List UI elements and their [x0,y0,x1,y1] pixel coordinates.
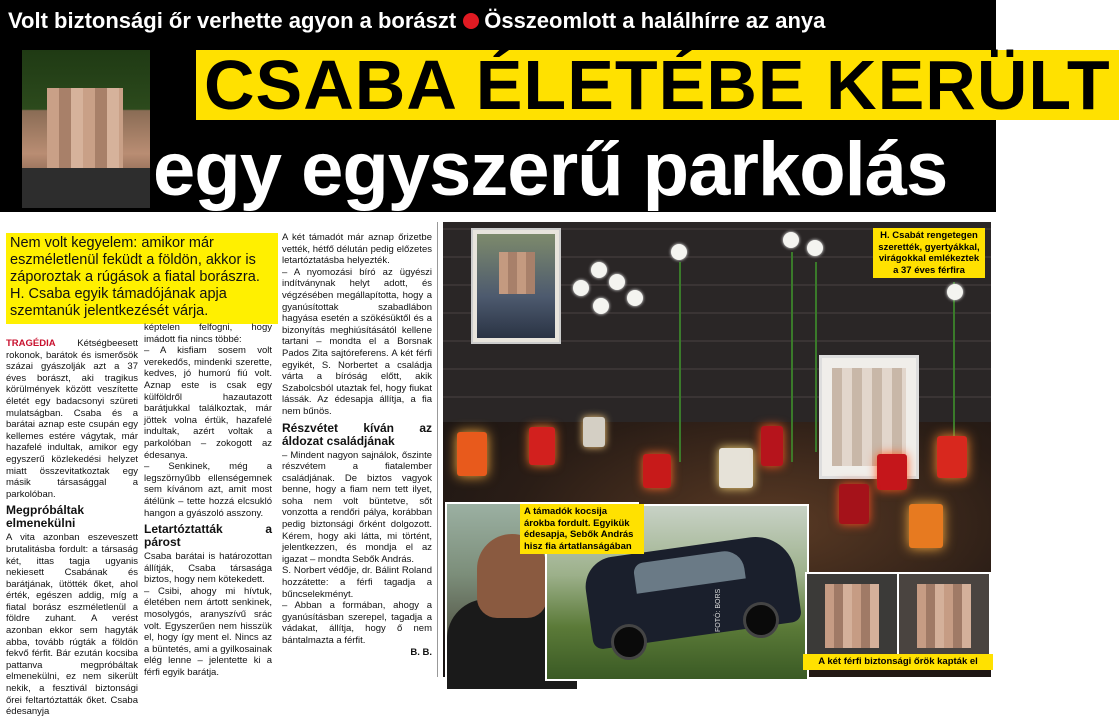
flower [591,262,607,278]
candle [719,448,753,488]
memorial-photo [443,222,991,677]
guards-caption: A két férfi biztonsági őrök kapták el [803,654,993,670]
flower [573,280,589,296]
flower [671,244,687,260]
candle [529,427,555,465]
kicker-text-1: Volt biztonsági őr verhette agyon a borászt [8,8,457,33]
candle [909,504,943,548]
section-tag: TRAGÉDIA [6,338,56,349]
candle [643,454,671,488]
suspect-photo-2 [897,572,991,658]
subheading: Részvétet kíván az áldozat családjának [282,420,432,448]
memorial-caption: H. Csabát rengetegen szerették, gyertyákkal, virágokkal emlékeztek a 37 éves férfira [873,228,985,278]
headline-line-1: CSABA ÉLETÉBE KERÜLT [196,50,1119,120]
candle [877,454,907,490]
author-signature: B. B. [410,646,432,658]
article-column-1: TRAGÉDIA Kétségbeesett rokonok, barátok és ismerősök százai gyászolják azt a 37 éves borászt, aki tragikus körülmények között veszítette életét egy badacsonyi szüreti mulatságban. Csaba és a barátai aznap este csupán egy kellemes estére vágytak, már hazafelé indultak, amikor egy egyszerű közlekedési helyzet miatt összevitatkoztak egy másik társasággal a parkolóban. Megpróbáltak elmenekülni A vita azonban eszeveszett brutalitásba fordult: a társaság két, ittas tagja ugyanis nekiesett Csabának és barátjának, ütötték őket, ahol érték, egészen addig, míg a fiatal borász eszméletlenül a földre zuhant. A verést azonban ekkor sem hagyták abba, tovább rúgták a földön fekvő férfit. Bár ezután kocsiba pattanva megpróbáltak elmenekülni, ez nem sikerült nekik, a fesztivál biztonsági őrei feltartóztatták őket. Csaba édesanyja [6,338,138,718]
photo-credit: FOTÓ: BORS [715,588,722,632]
candle [583,417,605,447]
candle [761,426,783,466]
article-column-3: A két támadót már aznap őrizetbe vették, hétfő délután pedig előzetes letartóztatásba helyezték. – A nyomozási bíró az ügyészi indítványnak helyt adott, és végzésében megállapította, hogy a gyanúsítottak szabadlábon hagyása esetén a szökésüktől és a bizonyítás meghiúsításától kellene tartani – mondta el a Borsnak Pados Zita sajtóreferens. A két férfi egyikét, S. Norbertet a családja várta a bíróság előtt, akik Szabolcsból utaztak fel, hogy fiukat lássák. Az édesapja állítja, a fia nem bűnös. Részvétet kíván az áldozat családjának – Mindent nagyon sajnálok, őszinte részvétem a fiatalember családjának. De biztos vagyok benne, hogy a fiam nem tett ilyet, soha nem volt büntetve, sőt vonzotta a rendőri pálya, korábban pedig biztonsági őrként dolgozott. Kérem, hogy aki látta, mi történt, jelentkezzen, és mondja el az igazat – mondta Sebők András. S. Norbert védője, dr. Bálint Roland hozzátette: a férfi tagadja a bűncselekményt. – Abban a formában, ahogy a gyanúsításban szerepel, tagadja a vádakat, állítja, hogy ő nem bántalmazta a férfit. B. B. [282,232,432,658]
car-caption: A támadók kocsija árokba fordult. Egyikük édesapja, Sebők András hisz fia ártatlanságában [520,504,644,554]
suspect-photo-1 [805,572,899,658]
red-dot-icon [463,13,479,29]
subheading: Megpróbáltak elmenekülni [6,503,85,531]
flower [807,240,823,256]
headline-line-2: egy egyszerű parkolás [153,127,948,212]
candle [937,436,967,478]
kicker-text-2: Összeomlott a halálhírre az anya [484,8,826,33]
flower [783,232,799,248]
victim-portrait [22,50,150,198]
lead-paragraph: Nem volt kegyelem: amikor már eszméletlenül feküdt a földön, akkor is záporoztak a rúgások a fiatal borászra. H. Csaba egyik támadójának apja szemtanúk jelentkezését várja. [6,233,278,324]
flower [947,284,963,300]
blurred-face [47,88,123,178]
kicker-bar [0,0,996,42]
column-divider [437,222,438,677]
flower [627,290,643,306]
article-column-2: képtelen felfogni, hogy imádott fia nincs többé: – A kisfiam sosem volt verekedős, mindenki szerette, kedves, jó humorú fiú volt. Aznap este is csak egy külföldről hazautazott barátjukkal találkoztak, már jöttek volna értük, hazafelé indultak, azért voltak a parkolóban – zokogott az édesanya. – Senkinek, még a legszörnyűbb ellenségemnek sem kívánom azt, amit most átélünk – tette hozzá elcsukló hangon a gyászoló asszony. Letartóztatták a párost Csaba barátai is határozottan állítják, Csaba társasága biztos, hogy nem kötekedett. – Csibi, ahogy mi hívtuk, életében nem ártott senkinek, mosolygós, aranyszívű srác volt. Egyszerűen nem hisszük el, hogy így ment el. Nincs az a büntetés, ami a gyilkosainak elég lenne – jelentette ki a férfi egyik barátja. [144,322,272,679]
candle [839,484,869,524]
flower [593,298,609,314]
flower [609,274,625,290]
candle [457,432,487,476]
subheading: Letartóztatták a párost [144,522,272,550]
framed-photo-1 [471,228,561,344]
